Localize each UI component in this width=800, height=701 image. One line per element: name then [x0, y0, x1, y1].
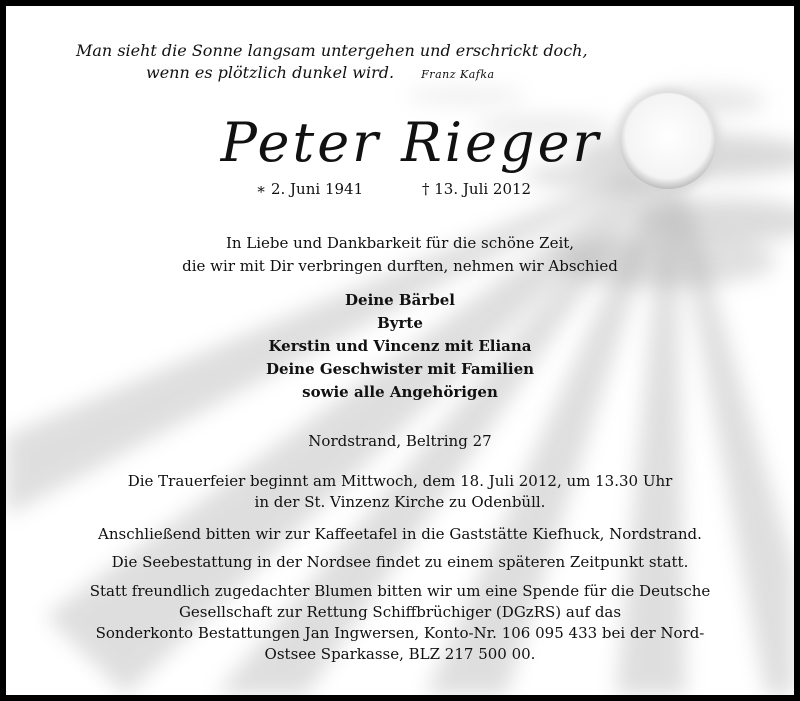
family-member: Deine Geschwister mit Familien: [265, 360, 535, 378]
donation-line: Sonderkonto Bestattungen Jan Ingwersen, Konto-Nr. 106 095 433 bei der Nord-: [95, 624, 705, 642]
family-member: Kerstin und Vincenz mit Eliana: [268, 337, 532, 355]
birth-date: ∗ 2. Juni 1941: [256, 180, 364, 198]
donation-info: [6, 581, 794, 665]
death-date: † 13. Juli 2012: [422, 180, 532, 198]
deceased-name: Peter Rieger: [220, 111, 602, 174]
life-dates: [6, 180, 794, 204]
quote-line-2: wenn es plötzlich dunkel wird.: [146, 63, 395, 82]
donation-line: Ostsee Sparkasse, BLZ 217 500 00.: [264, 645, 536, 663]
sea-burial-info: Die Seebestattung in der Nordsee findet zu einem späteren Zeitpunkt statt.: [111, 553, 689, 571]
service-line: Die Trauerfeier beginnt am Mittwoch, dem 18. Juli 2012, um 13.30 Uhr: [127, 472, 673, 490]
donation-line: Gesellschaft zur Rettung Schiffbrüchiger (DGzRS) auf das: [178, 603, 622, 621]
service-line: in der St. Vinzenz Kirche zu Odenbüll.: [254, 493, 546, 511]
funeral-service-info: [6, 471, 794, 513]
farewell-line: In Liebe und Dankbarkeit für die schöne Zeit,: [225, 234, 575, 252]
farewell-line: die wir mit Dir verbringen durften, nehmen wir Abschied: [182, 257, 618, 275]
donation-line: Statt freundlich zugedachter Blumen bitten wir um eine Spende für die Deutsche: [89, 582, 711, 600]
family-member: sowie alle Angehörigen: [302, 383, 498, 401]
family-member: Deine Bärbel: [345, 291, 455, 309]
coffee-reception-info: Anschließend bitten wir zur Kaffeetafel in die Gaststätte Kiefhuck, Nordstrand.: [98, 525, 702, 543]
kafka-quote: [36, 40, 656, 86]
farewell-text: [6, 232, 794, 278]
family-signatures: [6, 289, 794, 404]
address: Nordstrand, Beltring 27: [308, 432, 492, 450]
quote-author: Franz Kafka: [421, 68, 495, 81]
family-member: Byrte: [377, 314, 423, 332]
quote-line-1: Man sieht die Sonne langsam untergehen und erschrickt doch,: [76, 41, 588, 60]
